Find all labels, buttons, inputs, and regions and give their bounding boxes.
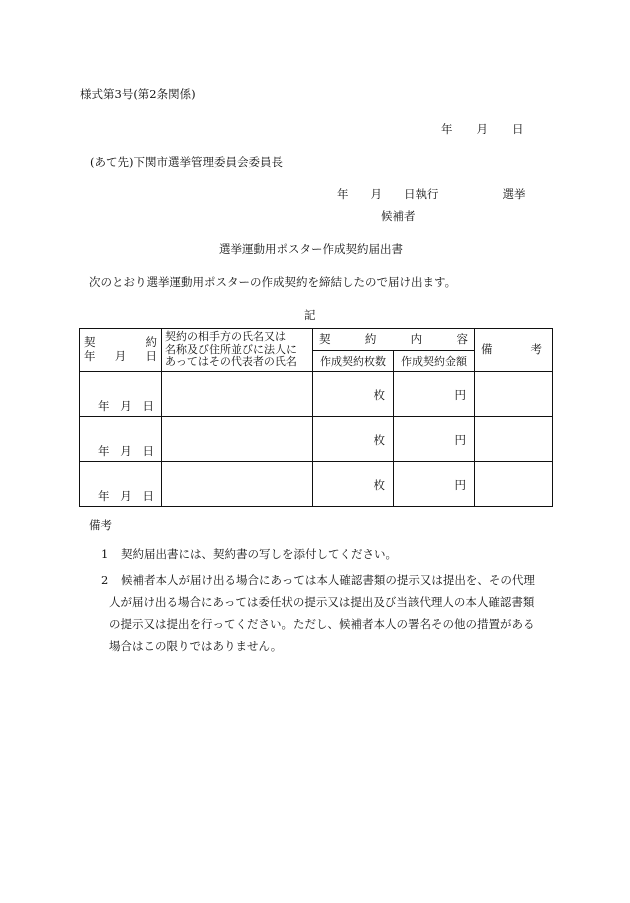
date-day: 日	[512, 122, 524, 136]
row-amount-unit: 円	[454, 388, 466, 402]
note-text-continued: 場合はこの限りではありません。	[109, 639, 283, 653]
row-date-day: 日	[142, 444, 154, 458]
row-amount-cell[interactable]	[394, 417, 475, 462]
row-party-cell[interactable]	[162, 372, 313, 417]
addressee: (あて先)下関市選挙管理委員会委員長	[90, 155, 283, 169]
candidate-label: 候補者	[381, 209, 416, 223]
date-year: 年	[441, 122, 453, 136]
header-party-line-1: 契約の相手方の氏名又は	[165, 330, 286, 343]
header-content-2: 約	[364, 332, 377, 346]
header-remarks-1: 備	[481, 342, 493, 356]
note-text: 契約届出書には、契約書の写しを添付してください。	[121, 547, 397, 561]
election-line	[337, 186, 526, 202]
row-count-unit: 枚	[373, 433, 385, 447]
row-count-cell[interactable]	[313, 372, 394, 417]
table-row	[80, 462, 553, 507]
notes-heading: 備考	[89, 518, 112, 532]
note-number: 2	[101, 573, 109, 587]
note-item-1	[89, 543, 559, 565]
document-title: 選挙運動用ポスター作成契約届出書	[219, 242, 403, 256]
header-date-day: 日	[145, 349, 157, 363]
header-poster-count: 作成契約枚数	[313, 351, 394, 372]
header-content-4: 容	[456, 332, 468, 346]
row-date-year: 年	[98, 399, 110, 413]
header-date-k2: 約	[145, 335, 157, 349]
form-number: 様式第3号(第2条関係)	[80, 87, 196, 101]
row-date-year: 年	[98, 444, 110, 458]
header-date-year: 年	[84, 349, 96, 363]
row-date-day: 日	[142, 489, 154, 503]
table-row	[80, 417, 553, 462]
intro-text: 次のとおり選挙運動用ポスターの作成契約を締結したので届け出ます。	[89, 275, 457, 289]
election-day: 日執行	[404, 187, 439, 201]
row-remarks-cell[interactable]	[475, 417, 553, 462]
header-remarks-2: 考	[530, 342, 542, 356]
submission-date	[441, 121, 524, 137]
row-count-cell[interactable]	[313, 462, 394, 507]
row-amount-unit: 円	[454, 433, 466, 447]
note-number: 1	[101, 547, 109, 561]
header-party-line-3: あってはその代表者の氏名	[165, 355, 297, 368]
row-date-year: 年	[98, 489, 110, 503]
note-text-continued: の提示又は提出を行ってください。ただし、候補者本人の署名その他の措置がある	[109, 617, 535, 631]
row-party-cell[interactable]	[162, 417, 313, 462]
election-month: 月	[370, 187, 382, 201]
row-count-unit: 枚	[373, 388, 385, 402]
header-date-month: 月	[114, 349, 127, 363]
header-contract-date	[80, 329, 162, 372]
header-contract-amount: 作成契約金額	[394, 351, 475, 372]
row-date-cell[interactable]	[80, 462, 162, 507]
row-remarks-cell[interactable]	[475, 462, 553, 507]
header-contract-content	[313, 329, 475, 351]
note-item-2	[89, 569, 559, 657]
row-date-month: 月	[120, 489, 132, 503]
table-row	[80, 372, 553, 417]
header-date-k1: 契	[84, 335, 96, 349]
header-remarks	[475, 329, 553, 372]
row-count-unit: 枚	[373, 478, 385, 492]
note-text: 候補者本人が届け出る場合にあっては本人確認書類の提示又は提出を、その代理	[121, 573, 535, 587]
header-content-3: 内	[410, 332, 423, 346]
header-content-1: 契	[319, 332, 331, 346]
header-contract-party	[162, 329, 313, 372]
date-month: 月	[476, 122, 488, 136]
row-date-month: 月	[120, 399, 132, 413]
row-amount-cell[interactable]	[394, 372, 475, 417]
header-party-line-2: 名称及び住所並びに法人に	[165, 342, 297, 356]
row-count-cell[interactable]	[313, 417, 394, 462]
row-party-cell[interactable]	[162, 462, 313, 507]
row-amount-unit: 円	[454, 478, 466, 492]
election-label: 選挙	[502, 187, 526, 201]
note-text-continued: 人が届け出る場合にあっては委任状の提示又は提出及び当該代理人の本人確認書類	[109, 595, 535, 609]
ki-mark: 記	[304, 308, 316, 322]
row-date-cell[interactable]	[80, 417, 162, 462]
row-amount-cell[interactable]	[394, 462, 475, 507]
election-year: 年	[337, 187, 349, 201]
row-remarks-cell[interactable]	[475, 372, 553, 417]
row-date-month: 月	[120, 444, 132, 458]
row-date-day: 日	[142, 399, 154, 413]
row-date-cell[interactable]	[80, 372, 162, 417]
contract-table	[79, 328, 553, 507]
